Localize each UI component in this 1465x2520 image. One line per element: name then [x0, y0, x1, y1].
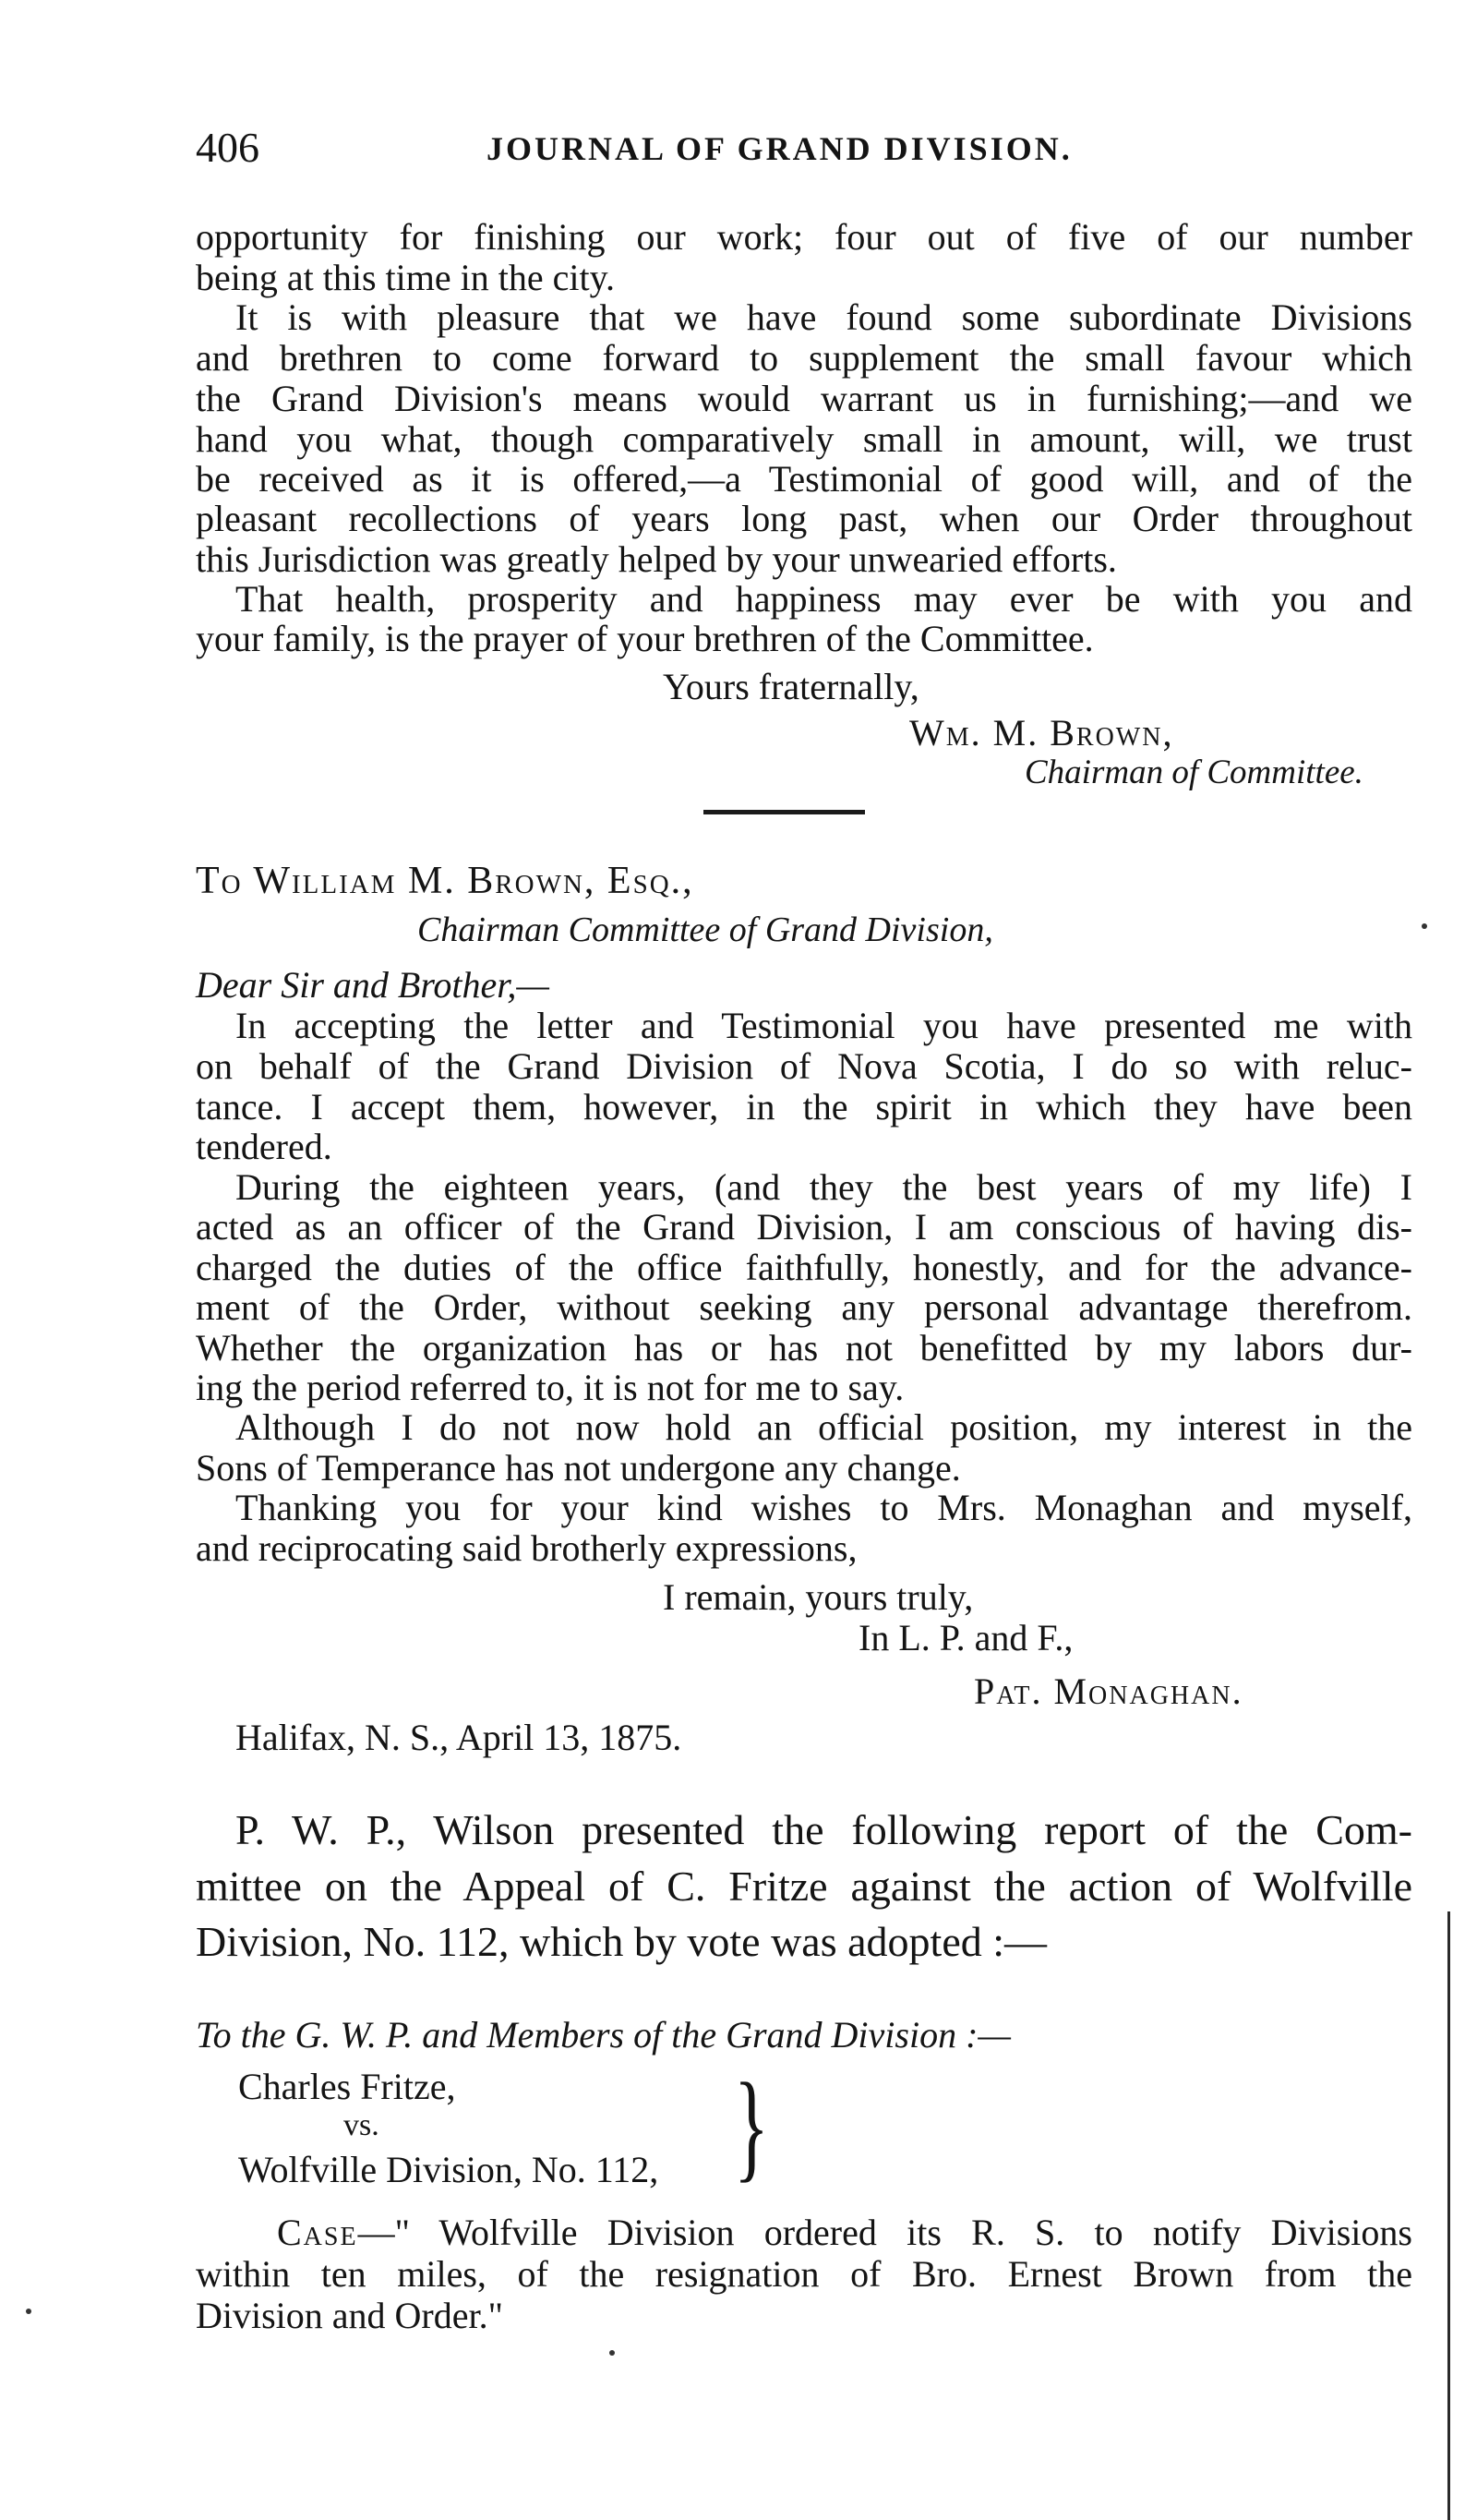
letter2-line: Whether the organization has or has not benefitted by my labors dur-: [196, 1327, 1412, 1369]
case-brace: }: [734, 2057, 770, 2193]
letter1-closing: Yours fraternally,: [663, 666, 919, 707]
case-label: Case: [277, 2212, 358, 2253]
letter2-salutation: Dear Sir and Brother,—: [196, 964, 549, 1006]
letter1-line: opportunity for finishing our work; four out of five of our number: [196, 216, 1412, 258]
letter2-line: Sons of Temperance has not undergone any change.: [196, 1447, 961, 1489]
report-line: P. W. P., Wilson presented the following report of the Com-: [235, 1806, 1412, 1853]
letter1-signature: Wm. M. Brown,: [909, 712, 1174, 754]
page-number: 406: [196, 124, 259, 171]
letter1-signature-title: Chairman of Committee.: [1025, 754, 1363, 791]
case-line: Division and Order.": [196, 2295, 503, 2336]
letter1-line: be received as it is offered,—a Testimonial of good will, and of the: [196, 458, 1412, 500]
letter2-place-date: Halifax, N. S., April 13, 1875.: [235, 1717, 682, 1758]
party-plaintiff: Charles Fritze,: [238, 2066, 456, 2107]
running-title: JOURNAL OF GRAND DIVISION.: [486, 130, 1073, 167]
report-line: mittee on the Appeal of C. Fritze against the action of Wolfville: [196, 1863, 1412, 1910]
letter2-line: ing the period referred to, it is not for me to say.: [196, 1367, 905, 1408]
letter2-line: tance. I accept them, however, in the spirit in which they have been: [196, 1086, 1412, 1127]
letter1-line: the Grand Division's means would warrant us in furnishing;—and we: [196, 378, 1412, 419]
scan-speck: [26, 2309, 31, 2314]
letter2-line: charged the duties of the office faithfully, honestly, and for the advance-: [196, 1247, 1412, 1288]
letter2-addressee-title: Chairman Committee of Grand Division,: [417, 910, 993, 949]
letter1-line: this Jurisdiction was greatly helped by your unwearied efforts.: [196, 538, 1117, 580]
letter2-line: on behalf of the Grand Division of Nova Scotia, I do so with reluc-: [196, 1045, 1412, 1087]
report-address: To the G. W. P. and Members of the Grand Division :—: [196, 2014, 1011, 2056]
case-line: within ten miles, of the resignation of Bro. Ernest Brown from the: [196, 2253, 1412, 2295]
letter2-line: acted as an officer of the Grand Division, I am conscious of having dis-: [196, 1206, 1412, 1248]
letter1-line: pleasant recollections of years long past, when our Order throughout: [196, 498, 1412, 539]
scan-edge-line: [1447, 1911, 1450, 2520]
letter2-line: Thanking you for your kind wishes to Mrs. Monaghan and myself,: [235, 1487, 1412, 1528]
letter2-line: and reciprocating said brotherly expressions,: [196, 1527, 858, 1569]
versus-label: vs.: [343, 2108, 379, 2142]
report-line: Division, No. 112, which by vote was adopted :—: [196, 1918, 1048, 1965]
letter2-signature: Pat. Monaghan.: [974, 1670, 1243, 1712]
letter2-line: ment of the Order, without seeking any personal advantage therefrom.: [196, 1286, 1412, 1328]
letter1-line: and brethren to come forward to supplement the small favour which: [196, 337, 1412, 379]
letter2-closing-2: In L. P. and F.,: [859, 1617, 1074, 1658]
party-defendant: Wolfville Division, No. 112,: [238, 2149, 659, 2190]
scan-speck: [1422, 923, 1427, 929]
case-text: —" Wolfville Division ordered its R. S. to notify Divisions: [357, 2212, 1412, 2253]
letter2-closing: I remain, yours truly,: [663, 1576, 974, 1618]
letter1-line: your family, is the prayer of your brethren of the Committee.: [196, 618, 1094, 659]
letter1-line: That health, prosperity and happiness may ever be with you and: [235, 578, 1412, 620]
section-divider: [703, 810, 865, 814]
letter1-line: It is with pleasure that we have found some subordinate Divisions: [235, 296, 1412, 338]
letter2-line: In accepting the letter and Testimonial you have presented me with: [235, 1005, 1412, 1046]
letter2-line: During the eighteen years, (and they the best years of my life) I: [235, 1166, 1412, 1208]
letter2-addressee: To William M. Brown, Esq.,: [196, 860, 694, 902]
scan-speck: [609, 2350, 615, 2356]
letter2-line: tendered.: [196, 1126, 332, 1167]
letter1-line: being at this time in the city.: [196, 257, 615, 298]
case-line: [277, 2211, 1412, 2254]
letter1-line: hand you what, though comparatively small in amount, will, we trust: [196, 418, 1412, 460]
letter2-line: Although I do not now hold an official position, my interest in the: [235, 1406, 1412, 1448]
